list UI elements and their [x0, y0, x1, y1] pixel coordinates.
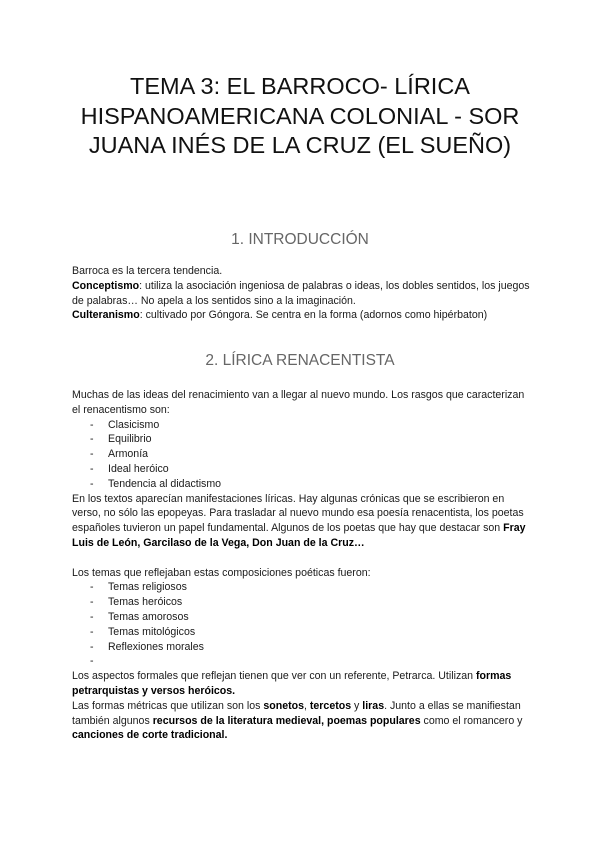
- section-introduccion-body: [72, 264, 532, 323]
- list-item: - Armonía: [72, 447, 532, 462]
- term-tercetos: tercetos: [309, 699, 352, 712]
- paragraph-temas-intro: Los temas que reflejaban estas composiciones poéticas fueron:: [72, 566, 371, 579]
- definition-culteranismo: : cultivado por Góngora. Se centra en la forma (adornos como hipérbaton): [139, 309, 488, 322]
- list-item: - Tendencia al didactismo: [72, 477, 532, 492]
- poetas-bold: Fray Luis de León, Garcilaso de la Vega, Don Juan de la Cruz…: [72, 522, 526, 549]
- section-heading-introduccion: 1. INTRODUCCIÓN: [231, 231, 369, 248]
- paragraph-text: En los textos aparecían manifestaciones líricas. Hay algunas crónicas que se escribieron en verso, no sólo las epopeyas. Para trasladar al nuevo mundo esa poesía renacentista, los poetas españoles tuvieron un papel fundamental. Algunos de los poetas que hay que destacar son: [72, 492, 524, 535]
- list-item: - Temas religiosos: [72, 580, 532, 595]
- separator: y: [351, 699, 363, 712]
- temas-list: [72, 580, 532, 669]
- paragraph-culteranismo: [72, 308, 532, 323]
- recursos-bold: recursos de la literatura medieval, poemas populares: [152, 714, 421, 727]
- list-item: - Temas heróicos: [72, 595, 532, 610]
- canciones-bold: canciones de corte tradicional.: [72, 729, 228, 742]
- paragraph-aspectos: [72, 669, 532, 699]
- section-lirica-renacentista-body: [72, 388, 532, 743]
- term-liras: liras: [362, 699, 385, 712]
- term-conceptismo: Conceptismo: [72, 279, 140, 292]
- paragraph-formas: [72, 699, 532, 743]
- document-title: TEMA 3: EL BARROCO- LÍRICA HISPANOAMERICANA COLONIAL - SOR JUANA INÉS DE LA CRUZ (EL SUEÑO): [80, 73, 520, 158]
- paragraph-poetas: [72, 492, 532, 551]
- list-item: - Temas amorosos: [72, 610, 532, 625]
- aspectos-bold: formas petrarquistas y versos heróicos.: [72, 670, 512, 697]
- rasgos-list: [72, 418, 532, 492]
- section-heading-lirica-renacentista: 2. LÍRICA RENACENTISTA: [205, 352, 395, 369]
- list-item: - Equilibrio: [72, 432, 532, 447]
- paragraph-text: Los aspectos formales que reflejan tienen que ver con un referente, Petrarca. Utilizan: [72, 670, 476, 683]
- paragraph-text: . Junto a ellas se manifiestan también algunos: [72, 699, 521, 727]
- spacer: [72, 551, 532, 566]
- list-item-empty: [72, 654, 532, 669]
- paragraph: Barroca es la tercera tendencia.: [72, 265, 223, 277]
- separator: ,: [304, 699, 310, 712]
- paragraph-conceptismo: [72, 279, 532, 309]
- paragraph-intro: Muchas de las ideas del renacimiento van a llegar al nuevo mundo. Los rasgos que caracterizan el renacentismo son:: [72, 389, 525, 416]
- definition-conceptismo: : utiliza la asociación ingeniosa de palabras o ideas, los dobles sentidos, los juegos de palabras… No apela a los sentidos sino a la imaginación.: [72, 279, 530, 307]
- paragraph-text: como el romancero y: [420, 714, 523, 727]
- list-item: - Ideal heróico: [72, 462, 532, 477]
- paragraph-text: Las formas métricas que utilizan son los: [72, 699, 264, 712]
- list-item: - Reflexiones morales: [72, 640, 532, 655]
- term-culteranismo: Culteranismo: [72, 309, 140, 322]
- term-sonetos: sonetos: [263, 699, 304, 712]
- list-item: - Temas mitológicos: [72, 625, 532, 640]
- list-item: - Clasicismo: [72, 418, 532, 433]
